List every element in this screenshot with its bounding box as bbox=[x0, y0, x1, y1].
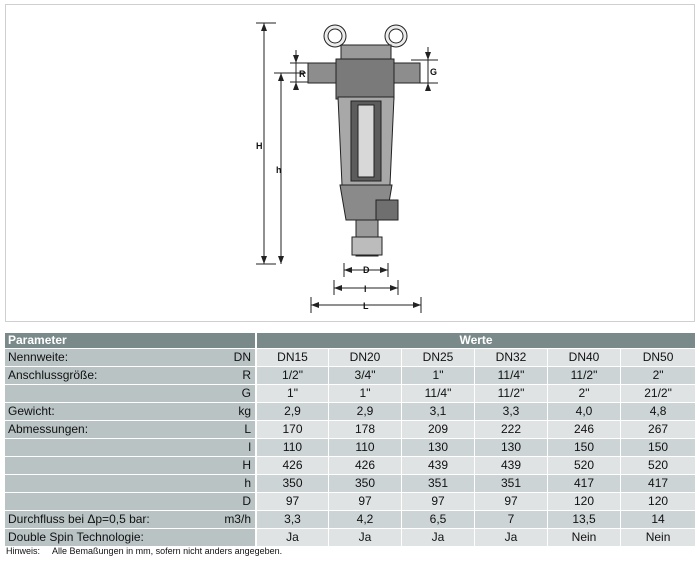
param-cell bbox=[5, 493, 177, 511]
value-cell: 1" bbox=[255, 385, 328, 403]
table-row bbox=[5, 421, 695, 439]
value-cell: DN40 bbox=[547, 349, 620, 367]
label-G: G bbox=[430, 67, 438, 77]
value-cell: DN32 bbox=[474, 349, 547, 367]
value-cell: 97 bbox=[255, 493, 328, 511]
value-cell: 1/2" bbox=[255, 367, 328, 385]
param-cell: Nennweite: bbox=[5, 349, 177, 367]
value-cell: 439 bbox=[474, 457, 547, 475]
value-cell: Ja bbox=[255, 529, 328, 547]
value-cell: 426 bbox=[255, 457, 328, 475]
unit-cell: D bbox=[177, 493, 255, 511]
value-cell: 4,8 bbox=[620, 403, 695, 421]
value-cell: 351 bbox=[474, 475, 547, 493]
value-cell: 6,5 bbox=[401, 511, 474, 529]
value-cell: Ja bbox=[401, 529, 474, 547]
value-cell: 520 bbox=[547, 457, 620, 475]
value-cell: 150 bbox=[620, 439, 695, 457]
table-row bbox=[5, 385, 695, 403]
header-parameter: Parameter bbox=[5, 333, 255, 349]
value-cell: 14 bbox=[620, 511, 695, 529]
value-cell: Ja bbox=[474, 529, 547, 547]
unit-cell: R bbox=[177, 367, 255, 385]
label-D: D bbox=[363, 265, 370, 275]
value-cell: DN25 bbox=[401, 349, 474, 367]
value-cell: 350 bbox=[255, 475, 328, 493]
table-row bbox=[5, 529, 695, 547]
param-cell: Abmessungen: bbox=[5, 421, 177, 439]
value-cell: 246 bbox=[547, 421, 620, 439]
param-cell: Anschlussgröße: bbox=[5, 367, 177, 385]
table-row bbox=[5, 475, 695, 493]
label-L: L bbox=[363, 301, 369, 311]
technical-drawing bbox=[5, 4, 695, 322]
value-cell: 7 bbox=[474, 511, 547, 529]
unit-cell: H bbox=[177, 457, 255, 475]
param-cell: Durchfluss bei Δp=0,5 bar: bbox=[5, 511, 177, 529]
value-cell: 130 bbox=[401, 439, 474, 457]
value-cell: 3,3 bbox=[474, 403, 547, 421]
value-cell: Ja bbox=[328, 529, 401, 547]
value-cell: 1" bbox=[328, 385, 401, 403]
value-cell: 4,0 bbox=[547, 403, 620, 421]
value-cell: 3,1 bbox=[401, 403, 474, 421]
value-cell: 120 bbox=[620, 493, 695, 511]
unit-cell: kg bbox=[177, 403, 255, 421]
value-cell: 178 bbox=[328, 421, 401, 439]
value-cell: 1" bbox=[401, 367, 474, 385]
unit-cell: m3/h bbox=[177, 511, 255, 529]
value-cell: DN50 bbox=[620, 349, 695, 367]
value-cell: 350 bbox=[328, 475, 401, 493]
param-cell bbox=[5, 439, 177, 457]
value-cell: 21/2" bbox=[620, 385, 695, 403]
table-row bbox=[5, 493, 695, 511]
value-cell: 2,9 bbox=[255, 403, 328, 421]
unit-cell: l bbox=[177, 439, 255, 457]
value-cell: 110 bbox=[328, 439, 401, 457]
unit-cell: h bbox=[177, 475, 255, 493]
value-cell: 11/4" bbox=[401, 385, 474, 403]
value-cell: 110 bbox=[255, 439, 328, 457]
unit-cell: DN bbox=[177, 349, 255, 367]
label-R: R bbox=[299, 69, 306, 79]
param-cell: Double Spin Technologie: bbox=[5, 529, 177, 547]
value-cell: 170 bbox=[255, 421, 328, 439]
table-row bbox=[5, 349, 695, 367]
label-l: l bbox=[364, 284, 367, 294]
value-cell: 13,5 bbox=[547, 511, 620, 529]
footnote bbox=[6, 546, 292, 556]
value-cell: Nein bbox=[620, 529, 695, 547]
value-cell: 439 bbox=[401, 457, 474, 475]
table-row bbox=[5, 439, 695, 457]
value-cell: 417 bbox=[620, 475, 695, 493]
param-cell bbox=[5, 475, 177, 493]
param-cell: Gewicht: bbox=[5, 403, 177, 421]
value-cell: 267 bbox=[620, 421, 695, 439]
value-cell: 120 bbox=[547, 493, 620, 511]
unit-cell bbox=[177, 529, 255, 547]
param-cell bbox=[5, 457, 177, 475]
label-H: H bbox=[256, 141, 263, 151]
value-cell: 97 bbox=[474, 493, 547, 511]
table-row bbox=[5, 403, 695, 421]
specification-table bbox=[5, 333, 695, 547]
footnote-label: Hinweis: bbox=[6, 546, 41, 556]
param-cell bbox=[5, 385, 177, 403]
table-row bbox=[5, 511, 695, 529]
value-cell: 11/4" bbox=[474, 367, 547, 385]
value-cell: 417 bbox=[547, 475, 620, 493]
table-row bbox=[5, 457, 695, 475]
value-cell: Nein bbox=[547, 529, 620, 547]
unit-cell: G bbox=[177, 385, 255, 403]
value-cell: 426 bbox=[328, 457, 401, 475]
value-cell: 97 bbox=[401, 493, 474, 511]
header-werte: Werte bbox=[255, 333, 695, 349]
value-cell: 11/2" bbox=[547, 367, 620, 385]
value-cell: 222 bbox=[474, 421, 547, 439]
value-cell: 4,2 bbox=[328, 511, 401, 529]
unit-cell: L bbox=[177, 421, 255, 439]
value-cell: 150 bbox=[547, 439, 620, 457]
value-cell: DN15 bbox=[255, 349, 328, 367]
value-cell: 97 bbox=[328, 493, 401, 511]
value-cell: 2" bbox=[620, 367, 695, 385]
value-cell: 209 bbox=[401, 421, 474, 439]
value-cell: 2,9 bbox=[328, 403, 401, 421]
value-cell: 11/2" bbox=[474, 385, 547, 403]
value-cell: 3/4" bbox=[328, 367, 401, 385]
filter-diagram bbox=[6, 5, 694, 321]
value-cell: 351 bbox=[401, 475, 474, 493]
table-header-row bbox=[5, 333, 695, 349]
value-cell: 3,3 bbox=[255, 511, 328, 529]
value-cell: 520 bbox=[620, 457, 695, 475]
table-row bbox=[5, 367, 695, 385]
label-h: h bbox=[276, 165, 282, 175]
value-cell: 2" bbox=[547, 385, 620, 403]
value-cell: 130 bbox=[474, 439, 547, 457]
value-cell: DN20 bbox=[328, 349, 401, 367]
footnote-text: Alle Bemaßungen in mm, sofern nicht anders angegeben. bbox=[52, 546, 283, 556]
